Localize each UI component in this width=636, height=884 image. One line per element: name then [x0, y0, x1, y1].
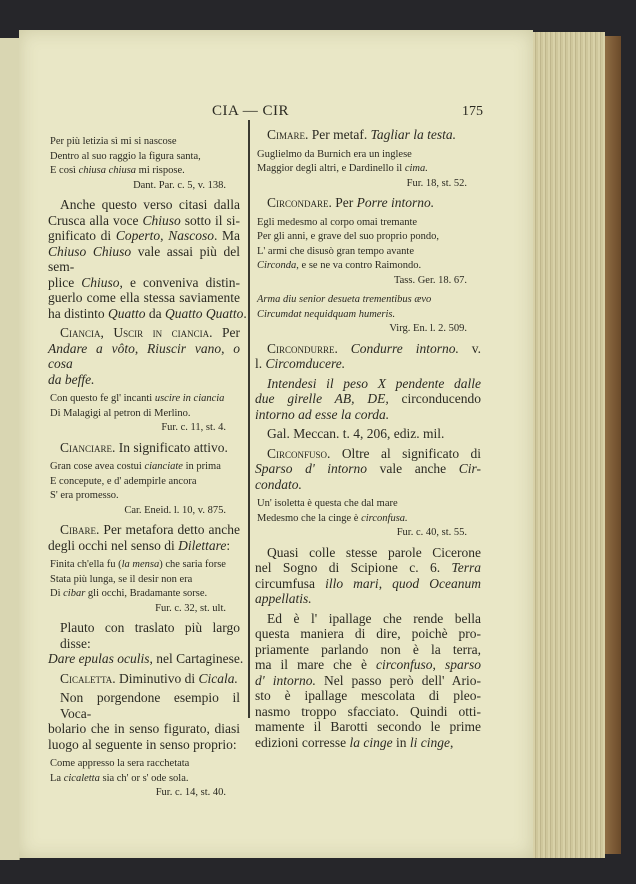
text-run: Tass. Ger. 18. 67.	[393, 274, 467, 286]
citation	[48, 179, 240, 194]
italic-text: o cosa	[48, 340, 241, 371]
paragraph	[255, 127, 481, 143]
text-run: nasmo troppo sfacciato. Quindi otti-	[255, 703, 481, 719]
text-run: Fur. c. 32, st. ult.	[155, 602, 226, 614]
text-line	[48, 538, 240, 554]
text-run: guerlo come ella stessa saviamente	[48, 290, 240, 305]
text-run: In significato attivo.	[115, 439, 228, 455]
text-line	[255, 526, 467, 541]
italic-text: Dilettare	[178, 537, 227, 553]
text-run: Con questo fe gl' incanti	[50, 393, 155, 404]
text-line	[48, 602, 226, 617]
text-run: Plauto con traslato più largo disse:	[60, 620, 240, 651]
text-run: Per più letizia sì mi si nascose	[50, 136, 177, 147]
text-line	[255, 719, 481, 735]
text-run: sto è ipallage mescolata di pleo-	[255, 688, 481, 703]
text-run: nel Sogno di Scipione c. 6.	[255, 560, 452, 575]
italic-text: uscire in ciancia	[154, 393, 225, 404]
text-line	[255, 127, 481, 143]
text-run: Per gli anni, e grave del suo proprio pondo,	[257, 231, 439, 242]
text-line	[255, 611, 481, 627]
text-line	[48, 179, 226, 194]
text-run: Nel passo però dell' Ario-	[315, 672, 481, 688]
text-run: ha distinto	[48, 305, 108, 321]
text-run: , nel Cartaginese.	[149, 651, 244, 666]
italic-text: Cicala.	[198, 670, 238, 686]
text-run: ,	[221, 340, 234, 356]
paragraph	[48, 620, 244, 667]
italic-text: Circumdat nequidquam humeris.	[257, 308, 396, 320]
small-caps-headword: Cibare.	[60, 522, 100, 537]
text-run: sotto il si-	[180, 212, 240, 228]
text-line	[257, 512, 481, 527]
text-line	[48, 651, 244, 667]
text-run: , e se ne va contro Raimondo.	[296, 260, 422, 271]
text-run: Per metaf.	[308, 127, 371, 142]
paragraph	[255, 341, 481, 372]
text-run: mamente il Barotti secondo le prime	[255, 719, 481, 734]
italic-text: quod Oceanum	[392, 575, 482, 591]
text-run: ,	[160, 228, 169, 243]
italic-text: Tagliar la testa.	[370, 127, 457, 142]
paragraph	[48, 671, 240, 687]
text-run: S' era promesso.	[50, 490, 119, 501]
text-run: Come appresso la sera racchetata	[50, 758, 190, 769]
right-column	[255, 123, 481, 750]
text-run: Di	[50, 588, 64, 599]
text-line	[48, 244, 240, 275]
text-line	[257, 245, 481, 260]
italic-text: Coperto	[115, 228, 161, 243]
paragraph	[255, 545, 481, 607]
italic-text: intorno ad esse la corda.	[255, 406, 390, 422]
italic-text: cibar	[63, 588, 86, 599]
text-line	[48, 228, 240, 244]
text-line	[255, 341, 481, 357]
text-run: ,	[449, 734, 454, 750]
italic-text: circonfusa.	[361, 512, 408, 524]
text-line	[48, 305, 247, 322]
text-run: E concepute, e d' adempirle ancora	[50, 475, 197, 487]
citation	[48, 602, 240, 617]
text-run: degli occhi nel senso di	[48, 537, 179, 553]
text-line	[48, 737, 240, 753]
paragraph	[48, 440, 240, 456]
italic-text: da beffe.	[48, 371, 95, 387]
italic-text: Circonda	[257, 260, 297, 271]
text-run: gnificato di	[48, 228, 116, 243]
text-line	[48, 620, 240, 651]
text-run: Gran cose avea costui	[50, 461, 145, 472]
text-line	[255, 657, 481, 673]
text-line	[48, 372, 240, 388]
text-line	[255, 560, 481, 576]
text-line	[255, 195, 481, 211]
text-run: ,	[432, 657, 445, 672]
text-run: ma il mare che è	[255, 657, 377, 672]
text-run: . Ma	[213, 228, 241, 243]
text-run: Non porgendone esempio il Voca-	[60, 690, 240, 721]
paragraph	[255, 376, 481, 423]
citation	[255, 177, 481, 192]
small-caps-headword: Cicaletta.	[60, 670, 116, 686]
text-line	[48, 325, 240, 341]
text-run: Finita ch'ella fu (	[50, 559, 122, 570]
text-run: in prima	[182, 461, 221, 472]
verse-quote	[255, 216, 481, 274]
text-run: l.	[255, 356, 266, 371]
text-run: vale assai più del sem-	[48, 243, 240, 274]
text-run: gli occhi, Bradamante sorse.	[85, 588, 208, 599]
text-line	[50, 460, 240, 475]
text-line	[48, 690, 240, 721]
small-caps-headword: Ciancia, Uscir in ciancia.	[60, 325, 213, 340]
text-run: plice	[48, 274, 82, 290]
page-stack-edges	[533, 32, 605, 858]
text-line	[255, 461, 481, 477]
italic-text: Intendesi il peso X pendente dalle	[267, 375, 481, 391]
italic-text: Arma diu senior desueta trementibus ævo	[257, 294, 432, 305]
text-line	[50, 772, 240, 787]
italic-text: cicaletta	[63, 772, 100, 784]
text-run: Per	[331, 195, 357, 210]
italic-text: Terra	[451, 560, 481, 575]
text-run: Fur. c. 40, st. 55.	[396, 527, 467, 538]
text-run: Ed è l' ipallage che rende bella	[267, 610, 481, 626]
text-line	[255, 735, 481, 751]
text-line	[255, 177, 467, 192]
left-column	[48, 130, 247, 801]
italic-text: Quatto Quatto	[165, 305, 244, 321]
text-line	[50, 573, 240, 588]
italic-text: Chiuso	[81, 274, 120, 290]
text-run: bolario che in senso figurato, diasi	[48, 721, 240, 736]
italic-text: illo mari	[325, 575, 379, 591]
text-line	[50, 392, 240, 407]
text-run: Diminutivo di	[115, 670, 199, 686]
text-run: Anche questo verso citasi dalla	[60, 197, 240, 212]
text-run: Car. Eneid. l. 10, v. 875.	[124, 504, 226, 516]
text-line	[48, 290, 240, 306]
text-line	[48, 522, 240, 538]
italic-text: condato.	[255, 476, 302, 492]
paragraph	[48, 522, 240, 553]
text-run: vale anche	[367, 461, 459, 476]
text-line	[257, 162, 481, 177]
text-run: , e conveniva distin-	[119, 274, 240, 290]
text-run: Virg. En. l. 2. 509.	[389, 323, 467, 334]
text-run: Dant. Par. c. 5, v. 138.	[133, 179, 226, 191]
text-line	[257, 308, 481, 323]
paragraph	[255, 195, 481, 211]
text-line	[257, 497, 481, 512]
text-run: Maggior degli altri, e Dardinello il	[257, 163, 405, 174]
italic-text: Porre intorno.	[356, 195, 435, 210]
text-run: Quasi colle stesse parole Cicerone	[267, 544, 481, 560]
small-caps-headword: Circonfuso.	[267, 445, 331, 461]
citation	[48, 504, 240, 519]
italic-text: li cinge	[409, 734, 450, 750]
book-cover-edge	[605, 36, 621, 854]
text-run	[338, 341, 351, 356]
text-run: L' armi che disusò gran tempo avante	[257, 245, 415, 257]
text-run: Gal. Meccan. t. 4, 206, ediz. mil.	[267, 426, 445, 441]
verse-quote	[48, 558, 240, 602]
text-run: .	[243, 305, 247, 321]
italic-text: la cinge	[349, 734, 393, 750]
text-run: Stata più lunga, se il desir non era	[50, 573, 193, 585]
text-line	[50, 407, 240, 422]
text-line	[48, 671, 240, 687]
small-caps-headword: Circondurre.	[267, 340, 338, 356]
text-run: edizioni corresse	[255, 734, 350, 750]
italic-text: Dare epulas oculis	[48, 651, 150, 666]
text-run: Dentro al suo raggio la figura santa,	[50, 150, 201, 162]
verse-quote	[48, 135, 240, 179]
text-line	[255, 545, 481, 561]
italic-text: la mensa	[121, 559, 160, 570]
text-line	[50, 475, 240, 490]
paragraph	[48, 197, 247, 321]
text-line	[48, 197, 240, 213]
text-run: Crusca alla voce	[48, 212, 143, 228]
small-caps-headword: Circondare.	[267, 195, 332, 210]
text-line	[255, 576, 481, 592]
text-run: priamente parlando non è la terra,	[255, 641, 481, 657]
text-line	[255, 704, 481, 720]
text-line	[48, 504, 226, 519]
italic-text: Circomducere.	[265, 356, 346, 371]
text-run: circonducendo	[388, 391, 481, 406]
text-run: sia ch' or s' ode sola.	[99, 772, 189, 784]
text-run: in	[392, 734, 410, 750]
text-run: Guglielmo da Burnich era un inglese	[257, 148, 412, 160]
text-line	[255, 446, 481, 462]
verse-quote	[255, 293, 481, 322]
text-line	[50, 558, 240, 573]
text-line	[48, 341, 240, 372]
text-run: ,	[378, 575, 393, 591]
citation	[48, 786, 240, 801]
text-run: v.	[458, 340, 481, 356]
text-run: :	[226, 537, 231, 553]
text-line	[255, 274, 467, 289]
text-line	[50, 150, 240, 165]
text-line	[255, 673, 481, 689]
page-number: 175	[462, 104, 483, 119]
text-line	[255, 391, 481, 407]
text-line	[48, 440, 240, 456]
italic-text: Chiuso Chiuso	[48, 243, 132, 259]
text-line	[48, 786, 226, 801]
text-run: Fur. c. 14, st. 40.	[155, 787, 226, 798]
text-run: Oltre al significato di	[330, 445, 481, 461]
previous-page-edge	[0, 38, 20, 860]
italic-text: circonfuso	[376, 657, 433, 672]
text-run: luogo al seguente in senso proprio:	[48, 736, 237, 752]
text-line	[48, 721, 240, 737]
paragraph	[255, 446, 481, 493]
citation	[255, 274, 481, 289]
small-caps-headword: Cianciare.	[60, 439, 116, 455]
text-run: Fur. c. 11, st. 4.	[161, 422, 226, 433]
italic-text: Andare a vôto	[48, 340, 135, 356]
italic-text: Quatto	[108, 305, 146, 321]
italic-text: chiusa chiusa	[78, 165, 137, 176]
italic-text: d' intorno.	[255, 672, 316, 688]
verse-quote	[48, 392, 240, 421]
text-line	[255, 322, 467, 337]
paragraph	[255, 426, 481, 442]
text-line	[50, 757, 240, 772]
text-line	[255, 642, 481, 658]
text-run: Fur. 18, st. 52.	[406, 177, 467, 189]
paragraph	[48, 690, 240, 752]
text-run: Di Malagigi al petron di Merlino.	[50, 407, 191, 419]
paragraph	[255, 611, 481, 751]
text-run: Medesmo che la cinge è	[257, 512, 362, 524]
text-line	[257, 293, 481, 308]
text-run: Per metafora detto anche	[99, 522, 240, 537]
text-run: circumfusa	[255, 575, 326, 591]
text-line	[48, 213, 240, 229]
text-run: Un' isoletta è questa che dal mare	[257, 498, 398, 509]
text-line	[255, 376, 481, 392]
verse-quote	[48, 460, 240, 504]
italic-text: Chiuso	[142, 212, 181, 228]
text-line	[50, 587, 240, 602]
small-caps-headword: Cimare.	[267, 127, 309, 142]
italic-text: appellatis.	[255, 591, 312, 606]
text-line	[257, 148, 481, 163]
text-run: da	[145, 305, 166, 321]
text-line	[48, 275, 240, 291]
text-run: La	[50, 772, 64, 784]
text-line	[255, 426, 481, 442]
italic-text: due girelle AB, DE,	[255, 391, 389, 406]
text-line	[257, 216, 481, 231]
verse-quote	[48, 757, 240, 786]
text-line	[50, 489, 240, 504]
citation	[48, 421, 240, 436]
running-head: CIA — CIR	[212, 103, 290, 119]
verse-quote	[255, 148, 481, 177]
verse-quote	[255, 497, 481, 526]
text-line	[255, 477, 481, 493]
text-run: Per	[212, 325, 240, 340]
italic-text: cianciate	[144, 461, 183, 472]
italic-text: Riuscir vano	[147, 340, 222, 356]
text-line	[255, 407, 481, 423]
text-line	[255, 356, 481, 372]
italic-text: Sparso d' intorno	[255, 461, 368, 476]
text-run: ) che saria forse	[159, 559, 226, 570]
text-run: E così	[50, 165, 79, 176]
paragraph	[48, 325, 240, 387]
text-run: mi rispose.	[136, 165, 185, 176]
italic-text: cima.	[404, 163, 428, 174]
citation	[255, 322, 481, 337]
text-run: questa maniera di dire, poichè pro-	[255, 626, 481, 641]
text-line	[257, 230, 481, 245]
column-divider	[248, 120, 250, 718]
italic-text: sparso	[445, 657, 482, 672]
text-line	[257, 259, 481, 274]
italic-text: Condurre intorno.	[350, 340, 459, 356]
text-line	[50, 135, 240, 150]
text-run: ,	[134, 340, 148, 356]
text-line	[255, 688, 481, 704]
italic-text: Nascoso	[168, 228, 214, 243]
text-line	[255, 626, 481, 642]
text-line	[48, 421, 226, 436]
text-run: Egli medesmo al corpo omai tremante	[257, 216, 418, 228]
text-line	[255, 591, 481, 607]
citation	[255, 526, 481, 541]
text-line	[50, 164, 240, 179]
italic-text: Cir-	[458, 461, 481, 476]
